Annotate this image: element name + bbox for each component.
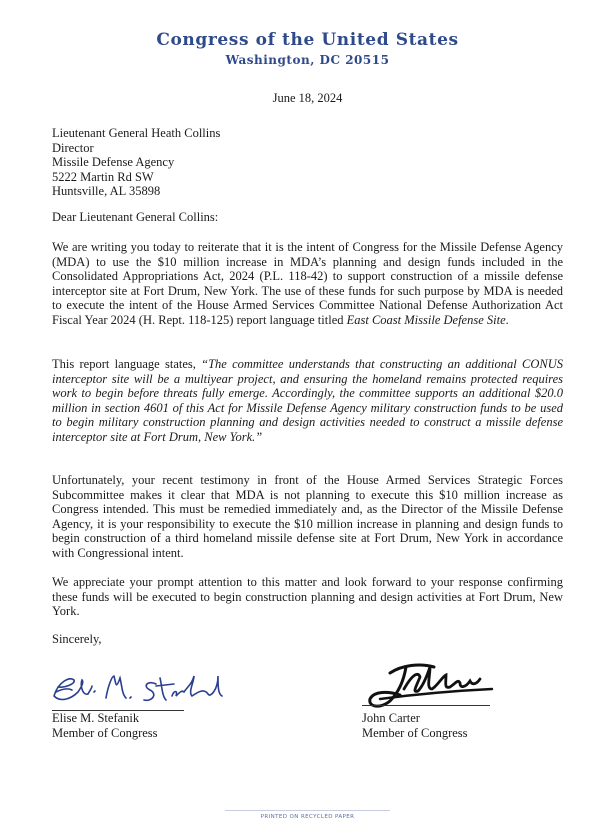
closing: Sincerely, bbox=[52, 632, 102, 646]
recipient-name: Lieutenant General Heath Collins bbox=[52, 126, 221, 140]
paragraph-1 bbox=[52, 240, 563, 328]
recycled-paper-footer: PRINTED ON RECYCLED PAPER bbox=[260, 814, 355, 820]
signer-name-stefanik: Elise M. Stefanik bbox=[52, 711, 140, 725]
signature-line-carter bbox=[362, 705, 490, 706]
signer-block-carter bbox=[362, 711, 468, 741]
paragraph-3: Unfortunately, your recent testimony in front of the House Armed Services Strategic Forces Subcommittee makes it clear that MDA is not planning to execute this $10 million increase as Congress intended. This must be remedied immediately and, as the Director of the Missile Defense Agency, it is your responsibility to execute the $10 million increase in planning and design funds to begin construction of a third homeland missile defense site at Fort Drum, New York in accordance with Congressional intent. bbox=[52, 473, 563, 560]
signature-carter bbox=[360, 655, 500, 717]
paragraph-2 bbox=[52, 357, 563, 445]
recipient-street: 5222 Martin Rd SW bbox=[52, 169, 154, 184]
recipient-address-block bbox=[52, 126, 220, 199]
recipient-title: Director bbox=[52, 140, 94, 155]
salutation: Dear Lieutenant General Collins: bbox=[52, 210, 219, 224]
signature-stefanik bbox=[48, 662, 238, 710]
paragraph-1-end: . bbox=[505, 312, 509, 327]
paragraph-4: We appreciate your prompt attention to this matter and look forward to your response confirming these funds will be executed to begin construction planning and design activities at Fort Drum, New York. bbox=[52, 575, 563, 619]
recipient-city: Huntsville, AL 35898 bbox=[52, 184, 161, 198]
signer-title-stefanik: Member of Congress bbox=[52, 726, 158, 740]
letterhead-address: Washington, DC 20515 bbox=[225, 53, 390, 67]
letterhead-title: Congress of the United States bbox=[156, 30, 459, 50]
signer-name-carter: John Carter bbox=[362, 711, 420, 725]
footer-rule bbox=[225, 810, 390, 811]
report-title-italic: East Coast Missile Defense Site bbox=[346, 312, 506, 327]
report-quote: “The committee understands that constructing an additional CONUS interceptor site will be a multiyear project, and ensuring the homeland remains protected requires work to begin before threats fully emerge. Accordingly, the committee supports an additional $20.0 million in section 4601 of this Act for Missile Defense Agency military construction funds to be used to begin military construction planning and design activities needed to construct a missile defense interceptor site at Fort Drum, New York.” bbox=[52, 357, 563, 444]
signer-block-stefanik bbox=[52, 711, 158, 741]
paragraph-2-intro: This report language states, bbox=[52, 357, 202, 371]
letter-date: June 18, 2024 bbox=[272, 91, 343, 105]
recipient-agency: Missile Defense Agency bbox=[52, 155, 175, 169]
paragraph-1-text: We are writing you today to reiterate that it is the intent of Congress for the Missile Defense Agency (MDA) to use the $10 million increase in MDA’s planning and design funds included in the Consolidated Appropriations Act, 2024 (P.L. 118-42) to support construction of a missile defense interceptor site at Fort Drum, New York. The use of these funds for such purpose by MDA is needed to execute the intent of the House Armed Services Committee National Defense Authorization Act Fiscal Year 2024 (H. Rept. 118-125) report language titled bbox=[52, 240, 563, 327]
signer-title-carter: Member of Congress bbox=[362, 726, 468, 740]
